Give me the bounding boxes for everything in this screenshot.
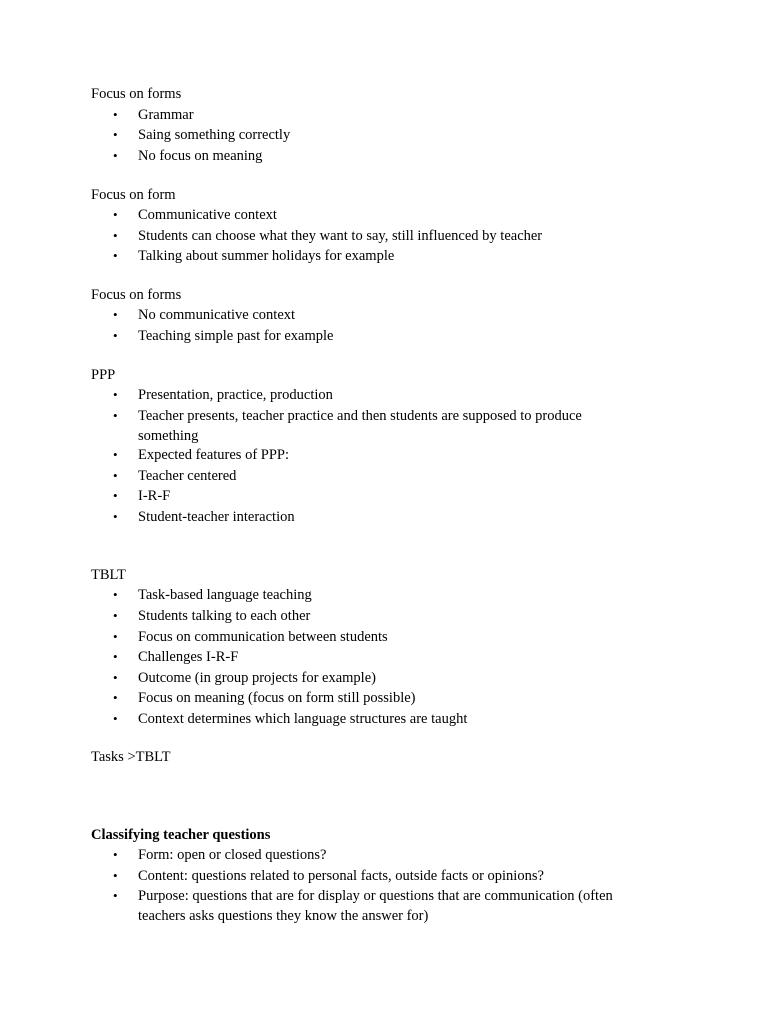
list-item-text: I-R-F	[138, 488, 171, 504]
list-item-text: Student-teacher interaction	[138, 509, 295, 525]
list-item-text: Students can choose what they want to say, still influenced by teacher	[138, 228, 543, 244]
bullet-icon: •	[113, 587, 118, 602]
list-item-text: Grammar	[138, 107, 194, 123]
bullet-icon: •	[113, 488, 118, 503]
section-heading: Focus on form	[91, 187, 176, 203]
bullet-icon: •	[113, 207, 118, 222]
list-item-text: Expected features of PPP:	[138, 447, 290, 463]
bullet-icon: •	[113, 608, 118, 623]
bullet-icon: •	[113, 690, 118, 705]
bullet-icon: •	[113, 148, 118, 163]
bullet-icon: •	[113, 107, 118, 122]
list-item-text: Content: questions related to personal facts, outside facts or opinions?	[138, 868, 544, 884]
list-item-text: Talking about summer holidays for example	[138, 248, 395, 264]
list-item-text: Students talking to each other	[138, 608, 311, 624]
bullet-icon: •	[113, 228, 118, 243]
section-heading: Tasks >TBLT	[91, 749, 171, 765]
bullet-icon: •	[113, 888, 118, 903]
list-item-text: Presentation, practice, production	[138, 387, 333, 403]
list-item-text: Context determines which language structures are taught	[138, 711, 468, 727]
section-heading: Focus on forms	[91, 86, 182, 102]
list-item-text: Communicative context	[138, 207, 277, 223]
list-item-text: No communicative context	[138, 307, 296, 323]
list-item-text: Focus on meaning (focus on form still possible)	[138, 690, 416, 706]
section-heading: Focus on forms	[91, 287, 182, 303]
bullet-icon: •	[113, 509, 118, 524]
list-item-text: Teacher presents, teacher practice and then students are supposed to produce something	[138, 408, 582, 444]
bullet-icon: •	[113, 868, 118, 883]
section-heading: PPP	[91, 367, 116, 383]
list-item-text: Outcome (in group projects for example)	[138, 670, 376, 686]
bullet-icon: •	[113, 711, 118, 726]
bullet-icon: •	[113, 649, 118, 664]
bullet-icon: •	[113, 307, 118, 322]
bullet-icon: •	[113, 408, 118, 423]
bullet-icon: •	[113, 670, 118, 685]
list-item-text: No focus on meaning	[138, 148, 263, 164]
list-item-text: Challenges I-R-F	[138, 649, 239, 665]
section-heading-bold: Classifying teacher questions	[91, 827, 271, 843]
list-item-text: Task-based language teaching	[138, 587, 312, 603]
bullet-icon: •	[113, 127, 118, 142]
bullet-icon: •	[113, 328, 118, 343]
list-item-text: Saing something correctly	[138, 127, 291, 143]
bullet-icon: •	[113, 629, 118, 644]
bullet-icon: •	[113, 248, 118, 263]
bullet-icon: •	[113, 387, 118, 402]
section-heading: TBLT	[91, 567, 126, 583]
list-item-text: Purpose: questions that are for display or questions that are communication (often teachers asks questions they know the answer for)	[138, 888, 613, 924]
bullet-icon: •	[113, 847, 118, 862]
list-item-text: Focus on communication between students	[138, 629, 388, 645]
bullet-icon: •	[113, 468, 118, 483]
list-item-text: Teaching simple past for example	[138, 328, 334, 344]
list-item-text: Teacher centered	[138, 468, 237, 484]
bullet-icon: •	[113, 447, 118, 462]
list-item-text: Form: open or closed questions?	[138, 847, 327, 863]
